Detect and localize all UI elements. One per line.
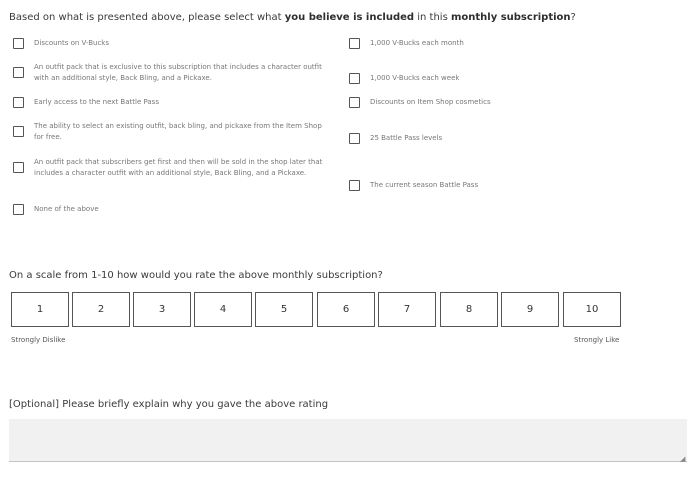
checkbox[interactable] [13, 38, 24, 49]
checkbox[interactable] [349, 97, 360, 108]
option-outfit-pack-first[interactable] [13, 157, 323, 178]
question-1-prefix: Based on what is presented above, please select what [9, 12, 285, 23]
option-label: None of the above [34, 205, 99, 214]
option-25-battle-pass-levels[interactable] [349, 133, 649, 144]
rating-button-7[interactable]: 7 [378, 292, 436, 327]
rating-button-10[interactable]: 10 [563, 292, 621, 327]
rating-button-9[interactable]: 9 [501, 292, 559, 327]
checkbox[interactable] [13, 162, 24, 173]
option-label: Discounts on Item Shop cosmetics [370, 98, 491, 107]
question-1-text [9, 12, 576, 23]
option-1000-vbucks-week[interactable] [349, 73, 649, 84]
question-2-text: On a scale from 1-10 how would you rate the above monthly subscription? [9, 270, 383, 281]
option-label: The ability to select an existing outfit, back bling, and pickaxe from the Item Shop for free. [34, 122, 322, 141]
option-label: An outfit pack that subscribers get first and then will be sold in the shop later that includes a character outfit with an additional style, Back Bling, and a Pickaxe. [34, 158, 323, 177]
checkbox[interactable] [13, 126, 24, 137]
question-1-bold-2: monthly subscription [450, 12, 571, 23]
option-label: Early access to the next Battle Pass [34, 98, 159, 107]
checkbox[interactable] [13, 67, 24, 78]
option-discounts-vbucks[interactable] [13, 38, 323, 49]
option-exclusive-outfit-pack[interactable] [13, 62, 323, 83]
rating-button-8[interactable]: 8 [440, 292, 498, 327]
resize-grip-icon[interactable]: ◢ [680, 455, 686, 463]
option-label: Discounts on V-Bucks [34, 39, 109, 48]
checkbox[interactable] [349, 73, 360, 84]
option-label: 1,000 V-Bucks each week [370, 74, 460, 83]
rating-button-6[interactable]: 6 [317, 292, 375, 327]
rating-button-5[interactable]: 5 [255, 292, 313, 327]
option-label: 1,000 V-Bucks each month [370, 39, 464, 48]
rating-button-4[interactable]: 4 [194, 292, 252, 327]
question-1-suffix: ? [570, 12, 576, 23]
question-1-bold-1: you believe is included [284, 12, 415, 23]
option-1000-vbucks-month[interactable] [349, 38, 649, 49]
option-discounts-item-shop[interactable] [349, 97, 649, 108]
question-1-middle: in this [414, 12, 451, 23]
checkbox[interactable] [349, 180, 360, 191]
rating-button-1[interactable]: 1 [11, 292, 69, 327]
option-select-existing-outfit[interactable] [13, 121, 323, 142]
option-none-of-the-above[interactable] [13, 204, 323, 215]
rating-button-3[interactable]: 3 [133, 292, 191, 327]
checkbox[interactable] [13, 97, 24, 108]
scale-high-label: Strongly Like [574, 336, 620, 344]
checkbox[interactable] [349, 133, 360, 144]
option-label: An outfit pack that is exclusive to this subscription that includes a character outfit with an additional style, Back Bling, and a Pickaxe. [34, 63, 322, 82]
explanation-textarea[interactable] [9, 419, 687, 462]
option-label: 25 Battle Pass levels [370, 134, 443, 143]
option-label: The current season Battle Pass [370, 181, 479, 190]
checkbox[interactable] [13, 204, 24, 215]
option-early-access-battle-pass[interactable] [13, 97, 323, 108]
scale-low-label: Strongly Dislike [11, 336, 66, 344]
question-3-text: [Optional] Please briefly explain why you gave the above rating [9, 399, 329, 410]
checkbox[interactable] [349, 38, 360, 49]
option-current-season-battle-pass[interactable] [349, 180, 649, 191]
rating-button-2[interactable]: 2 [72, 292, 130, 327]
